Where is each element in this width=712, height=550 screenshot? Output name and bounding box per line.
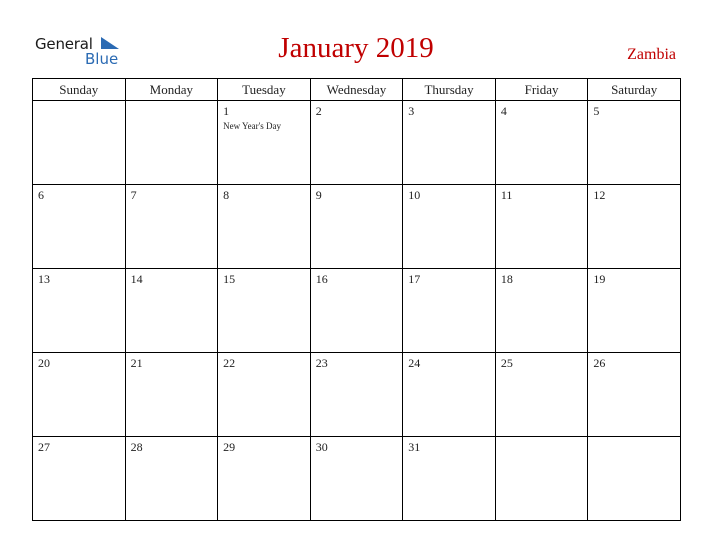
day-cell — [403, 101, 496, 185]
day-number: 11 — [500, 188, 513, 202]
day-cell — [33, 437, 126, 521]
day-number: 30 — [315, 440, 328, 454]
day-number: 28 — [130, 440, 143, 454]
day-cell — [33, 353, 126, 437]
day-cell — [33, 185, 126, 269]
country-label: Zambia — [627, 46, 676, 63]
day-number: 23 — [315, 356, 328, 370]
day-cell — [310, 437, 403, 521]
day-number: 27 — [38, 440, 50, 454]
day-cell — [588, 101, 681, 185]
day-cell — [33, 101, 126, 185]
day-number: 24 — [408, 356, 421, 370]
week-row — [33, 269, 681, 353]
day-cell — [218, 353, 311, 437]
day-number: 17 — [408, 272, 421, 286]
weekday-header: Thursday — [403, 79, 496, 101]
week-row — [33, 101, 681, 185]
day-number: 4 — [500, 104, 507, 118]
day-number: 15 — [223, 272, 236, 286]
day-cell — [495, 185, 588, 269]
weekday-header: Friday — [495, 79, 588, 101]
week-row — [33, 185, 681, 269]
day-cell — [33, 269, 126, 353]
day-number: 22 — [223, 356, 236, 370]
day-number: 5 — [593, 104, 600, 118]
day-number: 31 — [408, 440, 421, 454]
day-cell — [310, 185, 403, 269]
day-cell — [310, 101, 403, 185]
logo-text-general: General — [35, 35, 93, 53]
day-cell — [495, 437, 588, 521]
day-number: 26 — [593, 356, 606, 370]
holiday-label: New Year's Day — [223, 121, 281, 131]
day-number: 7 — [130, 188, 137, 202]
week-row — [33, 353, 681, 437]
weekday-header: Sunday — [33, 79, 126, 101]
day-cell — [125, 101, 218, 185]
day-cell — [218, 185, 311, 269]
day-cell — [403, 437, 496, 521]
day-cell — [588, 185, 681, 269]
day-number: 9 — [315, 188, 322, 202]
logo-text-blue: Blue — [85, 50, 119, 68]
day-number: 25 — [500, 356, 513, 370]
day-cell — [218, 101, 311, 185]
day-cell — [125, 353, 218, 437]
weekday-header: Saturday — [588, 79, 681, 101]
day-cell — [495, 101, 588, 185]
day-number: 12 — [593, 188, 606, 202]
weekday-header: Wednesday — [310, 79, 403, 101]
day-number: 20 — [38, 356, 50, 370]
day-number: 8 — [223, 188, 230, 202]
day-cell — [495, 269, 588, 353]
day-cell — [310, 269, 403, 353]
day-cell — [125, 185, 218, 269]
day-number: 21 — [130, 356, 143, 370]
day-number: 14 — [130, 272, 143, 286]
day-cell — [588, 353, 681, 437]
day-number: 29 — [223, 440, 236, 454]
week-row — [33, 437, 681, 521]
day-number: 13 — [38, 272, 50, 286]
day-cell — [125, 269, 218, 353]
calendar-title: January 2019 — [278, 32, 434, 64]
day-number: 6 — [38, 188, 44, 202]
day-number: 3 — [408, 104, 415, 118]
day-cell — [403, 185, 496, 269]
day-number: 10 — [408, 188, 421, 202]
day-cell — [588, 437, 681, 521]
day-number: 1 — [223, 104, 230, 118]
day-cell — [218, 269, 311, 353]
day-cell — [125, 437, 218, 521]
calendar-grid — [32, 78, 681, 521]
day-cell — [588, 269, 681, 353]
weekday-header-row — [33, 79, 681, 101]
day-cell — [495, 353, 588, 437]
day-cell — [403, 269, 496, 353]
day-cell — [218, 437, 311, 521]
weekday-header: Tuesday — [218, 79, 311, 101]
day-number: 19 — [593, 272, 606, 286]
day-cell — [403, 353, 496, 437]
day-number: 18 — [500, 272, 513, 286]
day-number: 2 — [315, 104, 322, 118]
day-cell — [310, 353, 403, 437]
weekday-header: Monday — [125, 79, 218, 101]
day-number: 16 — [315, 272, 328, 286]
